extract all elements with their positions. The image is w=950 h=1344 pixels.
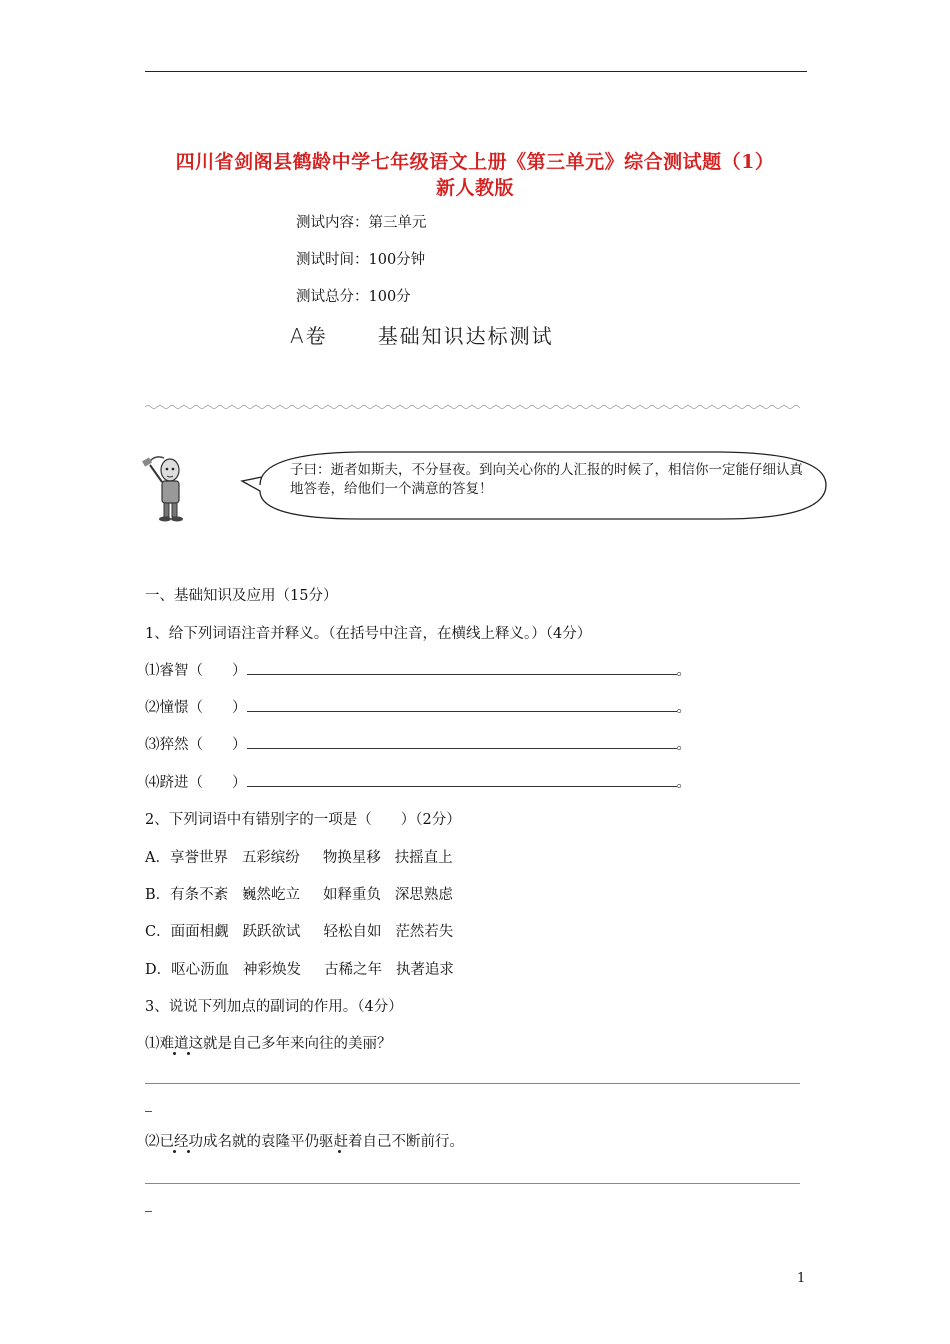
option-letter: A． [145,850,170,866]
option-word: 扶摇直上 [394,850,453,866]
q1-item-3 [145,733,691,754]
q1-item-label: ⑵憧憬（ ） [145,700,247,716]
wavy-divider [145,403,800,411]
end-mark: 。 [676,775,691,791]
answer-line-tail [145,1211,152,1212]
q2-option-a[interactable] [145,846,453,867]
header-rule [145,71,807,72]
q1-item-2 [145,696,691,717]
option-letter: C． [145,924,171,940]
option-word: 茫然若失 [395,924,454,940]
answer-blank[interactable] [247,772,677,787]
q1-item-label: ⑴睿智（ ） [145,663,247,679]
q3-sentence-1: ⑴难道这就是自己多年来向往的美丽？ [145,1036,392,1052]
emphasis-dot [173,1052,176,1055]
option-word: 深思熟虑 [394,887,453,903]
info-score: 测试总分：100分 [296,289,411,305]
answer-blank[interactable] [247,734,677,749]
info-content: 测试内容：第三单元 [296,215,427,231]
q1-item-4 [145,771,691,792]
emphasis-dot [187,1052,190,1055]
option-letter: D． [145,962,172,978]
answer-line-tail [145,1111,152,1112]
option-word: 跃跃欲试 [242,924,301,940]
end-mark: 。 [676,700,691,716]
page-title-line2: 新人教版 [435,177,514,199]
end-mark: 。 [676,737,691,753]
answer-blank[interactable] [247,660,677,675]
option-word: 如释重负 [323,887,382,903]
section-a-label: A卷 [290,324,328,348]
option-word: 面面相觑 [170,924,229,940]
option-word: 五彩缤纷 [241,850,300,866]
answer-line[interactable] [145,1183,800,1184]
q3-stem: 3、说说下列加点的副词的作用。（4分） [145,999,403,1015]
option-word: 轻松自如 [323,924,382,940]
option-word: 神彩焕发 [242,962,301,978]
q1-item-label: ⑷跻进（ ） [145,775,247,791]
q1-item-label: ⑶猝然（ ） [145,737,247,753]
section-a-subtitle: 基础知识达标测试 [377,324,554,348]
q3-sentence-2: ⑵已经功成名就的袁隆平仍驱赶着自己不断前行。 [145,1134,464,1150]
cartoon-figure-icon [140,450,190,524]
option-word: 古稀之年 [324,962,383,978]
page-number: 1 [797,1271,806,1286]
answer-blank[interactable] [247,697,677,712]
bubble-message: 子曰：逝者如斯夫，不分昼夜。到向关心你的人汇报的时候了，相信你一定能仔细认真地答卷，给他们一个满意的答复！ [290,462,803,497]
option-word: 有条不紊 [170,887,229,903]
emphasis-dot [338,1150,341,1153]
option-letter: B． [145,887,171,903]
option-word: 物换星移 [322,850,381,866]
option-word: 巍然屹立 [241,887,300,903]
page-title-line1: 四川省剑阁县鹤龄中学七年级语文上册《第三单元》综合测试题（1） [175,151,775,173]
part1-heading: 一、基础知识及应用（15分） [145,588,338,604]
q2-option-b[interactable] [145,883,453,904]
info-time: 测试时间：100分钟 [296,252,426,268]
end-mark: 。 [676,663,691,679]
q1-item-1 [145,659,691,680]
q1-stem: 1、给下列词语注音并释义。（在括号中注音，在横线上释义。）（4分） [145,626,592,642]
answer-line[interactable] [145,1083,800,1084]
q2-stem: 2、下列词语中有错别字的一项是（ ）（2分） [145,812,461,828]
emphasis-dot [187,1150,190,1153]
q2-option-d[interactable] [145,958,454,979]
option-word: 享誉世界 [169,850,228,866]
emphasis-dot [173,1150,176,1153]
option-word: 呕心沥血 [171,962,230,978]
option-word: 执著追求 [395,962,454,978]
section-a-heading [290,320,554,349]
q2-option-c[interactable] [145,920,453,941]
